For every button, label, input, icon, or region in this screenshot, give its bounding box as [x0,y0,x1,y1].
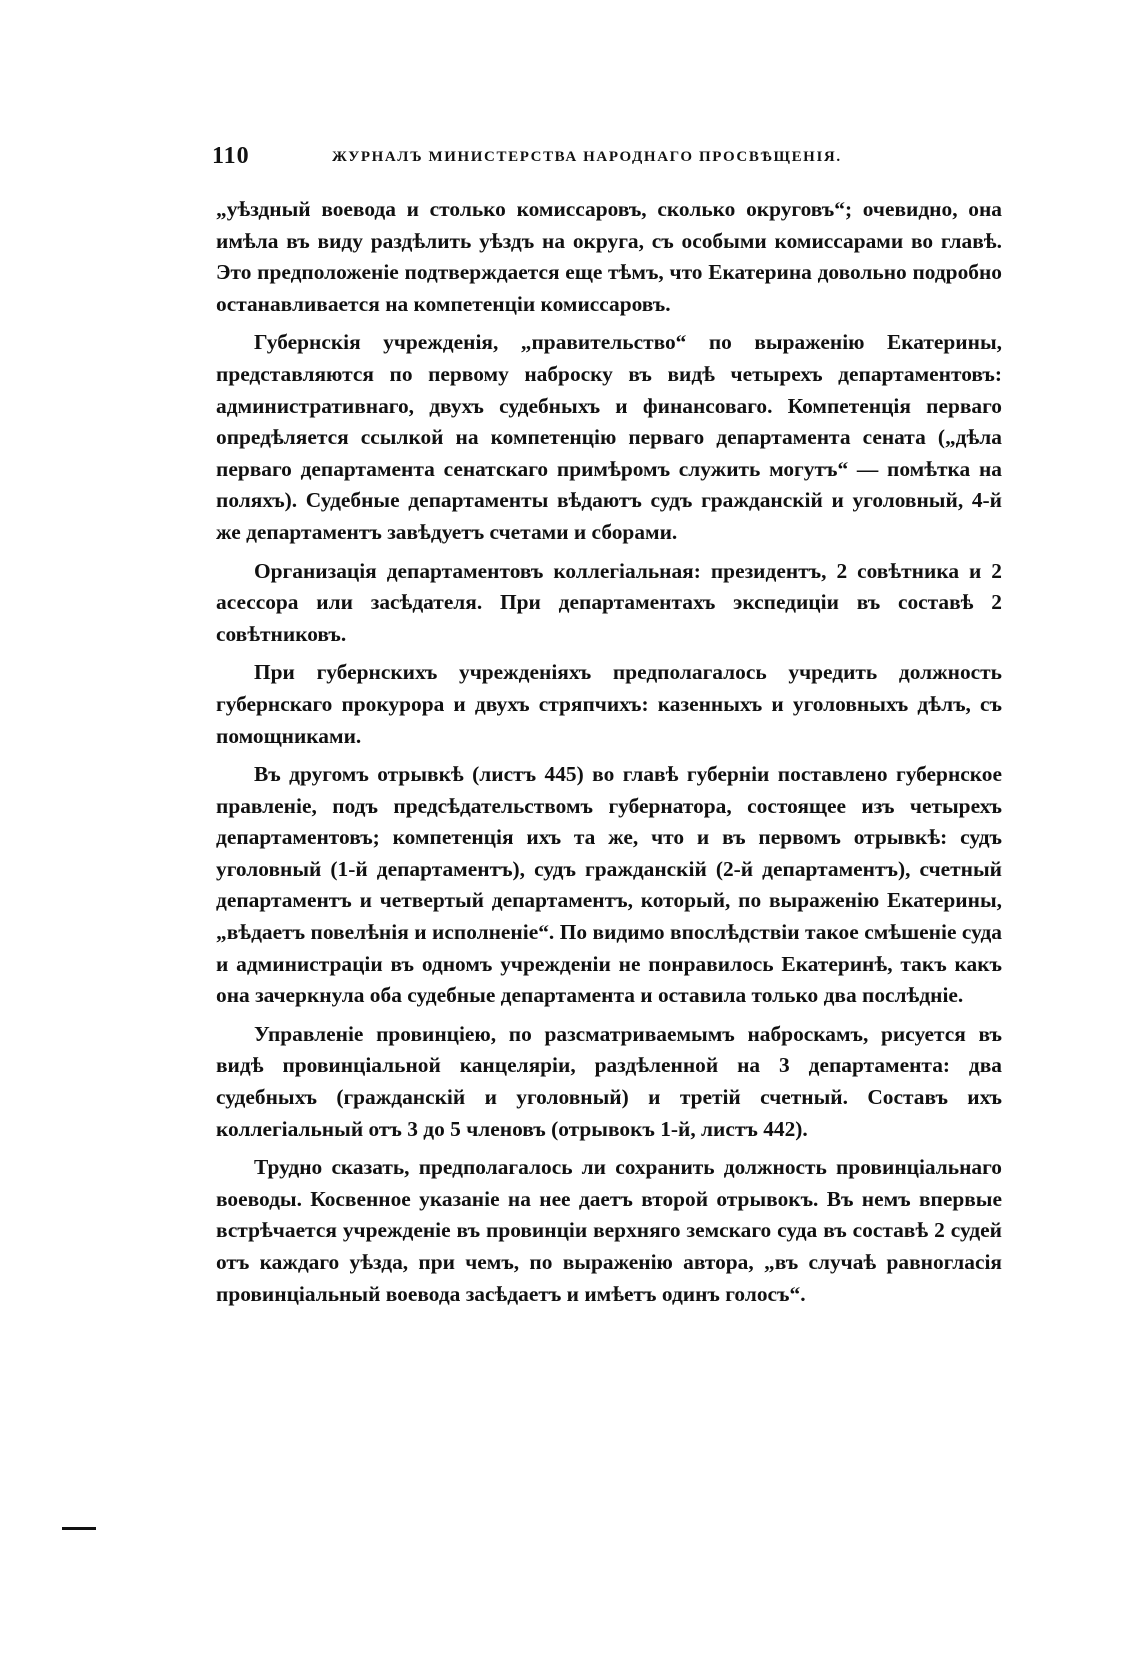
paragraph-4: При губернскихъ учрежденіяхъ предполагалось учредить должность губернскаго прокурора и двухъ стряпчихъ: казенныхъ и уголовныхъ дѣлъ, съ помощниками. [216,660,1002,748]
running-title: ЖУРНАЛЪ МИНИСТЕРСТВА НАРОДНАГО ПРОСВѢЩЕНІЯ. [332,149,842,165]
page-header [212,143,952,173]
paragraph-3: Организація департаментовъ коллегіальная: президентъ, 2 совѣтника и 2 асессора или засѣдателя. При департаментахъ экспедиціи въ составѣ 2 совѣтниковъ. [216,558,1002,646]
paragraph-2: Губернскія учрежденія, „правительство“ по выраженію Екатерины, представляются по первому наброску въ видѣ четырехъ департаментовъ: административнаго, двухъ судебныхъ и финансоваго. Компетенція перваго опредѣляется ссылкой на компетенцію перваго департамента сената („дѣла перваго департамента сенатскаго примѣромъ служить могутъ“ — помѣтка на поляхъ). Судебные департаменты вѣдаютъ судъ гражданскій и уголовный, 4-й же департаментъ завѣдуетъ счетами и сборами. [216,330,1002,544]
paragraph-1: „уѣздный воевода и столько комиссаровъ, сколько округовъ“; очевидно, она имѣла въ виду раздѣлить уѣздъ на округа, съ особыми комиссарами во главѣ. Это предположеніе подтверждается еще тѣмъ, что Екатерина довольно подробно останавливается на компетенціи комиссаровъ. [216,197,1002,316]
margin-rule-mark [62,1527,96,1530]
body-text [216,194,1002,1317]
paragraph-5: Въ другомъ отрывкѣ (листъ 445) во главѣ губерніи поставлено губернское правленіе, подъ предсѣдательствомъ губернатора, состоящее изъ четырехъ департаментовъ; компетенція ихъ та же, что и въ первомъ отрывкѣ: судъ уголовный (1-й департаментъ), судъ гражданскій (2-й департаментъ), счетный департаментъ и четвертый департаментъ, который, по выраженію Екатерины, „вѣдаетъ повелѣнія и исполненіе“. По видимо впослѣдствіи такое смѣшеніе суда и администраціи въ одномъ учрежденіи не понравилось Екатеринѣ, такъ какъ она зачеркнула оба судебные департамента и оставила только два послѣдніе. [216,762,1002,1008]
page-number: 110 [212,143,250,169]
paragraph-7: Трудно сказать, предполагалось ли сохранить должность провинціальнаго воеводы. Косвенное указаніе на нее даетъ второй отрывокъ. Въ немъ впервые встрѣчается учрежденіе въ провинціи верхняго земскаго суда въ составѣ 2 судей отъ каждаго уѣзда, при чемъ, по выраженію автора, „въ случаѣ равногласія провинціальный воевода засѣдаетъ и имѣетъ одинъ голосъ“. [216,1155,1002,1306]
paragraph-6: Управленіе провинціею, по разсматриваемымъ наброскамъ, рисуется въ видѣ провинціальной канцеляріи, раздѣленной на 3 департамента: два судебныхъ (гражданскій и уголовный) и третій счетный. Составъ ихъ коллегіальный отъ 3 до 5 членовъ (отрывокъ 1-й, листъ 442). [216,1021,1002,1141]
